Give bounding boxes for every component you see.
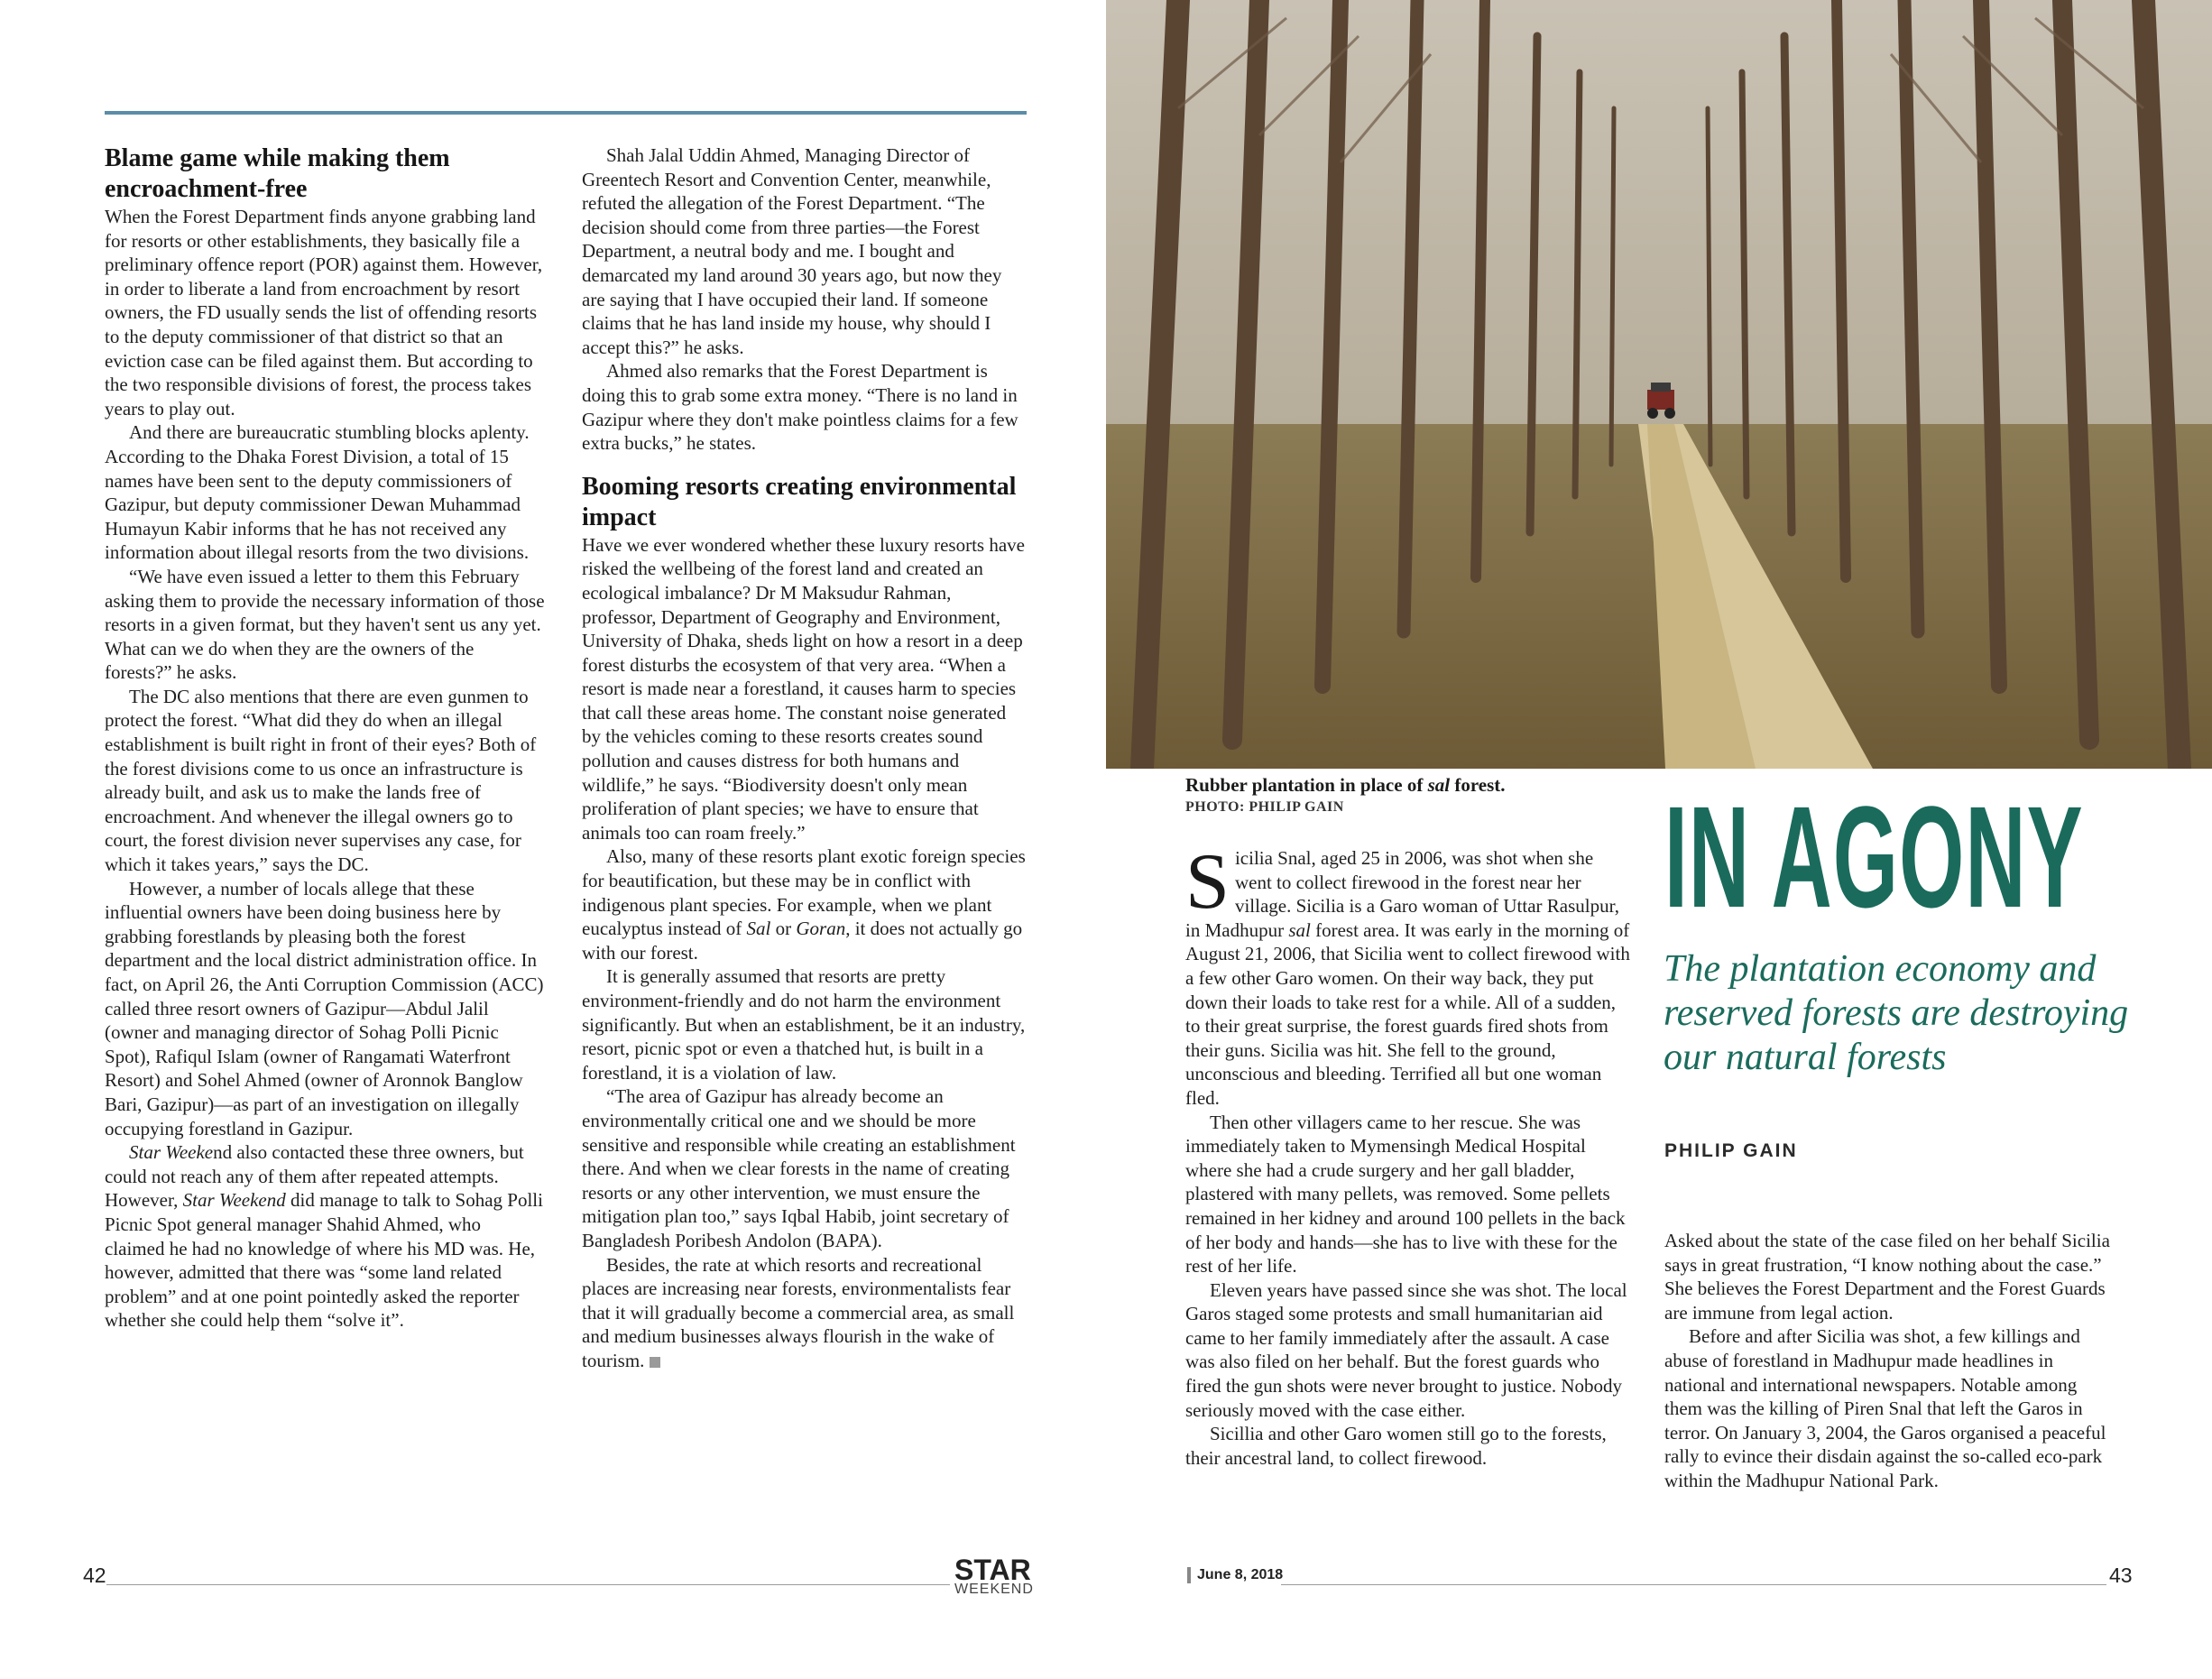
text-run: Also, many of these resorts plant exotic foreign species for beautification, but these may be in conflict with indigenous plant species. For example, when we plant eucalyptus instead of — [582, 845, 1026, 940]
rubber-plantation-photo — [1106, 0, 2212, 769]
footer-rule-left — [106, 1584, 950, 1585]
text-run: , it does not actually go with our forest. — [582, 918, 1023, 964]
text-run: icilia Snal, aged 25 in 2006, was shot when she went to collect firewood in the forest near her village. Sicilia is a Garo woman of Uttar Rasulpur, in Madhupur — [1185, 847, 1620, 941]
italic-text: Goran — [796, 918, 846, 940]
paragraph — [105, 1140, 545, 1333]
paragraph: It is generally assumed that resorts are pretty environment-friendly and do not harm the environment significantly. But when an establishment, be it an industry, resort, picnic spot or even a thatched hut, is built in a forestland, it is a violation of law. — [582, 965, 1026, 1084]
section-heading-booming-resorts: Booming resorts creating environmental impact — [582, 472, 1017, 531]
italic-text: Star Weeke — [129, 1141, 214, 1164]
paragraph: Shah Jalal Uddin Ahmed, Managing Director of Greentech Resort and Convention Center, meanwhile, refuted the allegation of the Forest Department. “The decision should come from three parties—the Forest Department, a neutral body and me. I bought and demarcated my land around 30 years ago, but now they are saying that I have occupied their land. If someone claims that he has land inside my house, why should I accept this?” he asks. — [582, 144, 1002, 358]
text-run: Besides, the rate at which resorts and recreational places are increasing near forests, environmentalists fear that it will gradually become a commercial area, as small and medium businesses always flourish in the wake of tourism. — [582, 1253, 1015, 1371]
text-run: did manage to talk to Sohag Polli Picnic Spot general manager Shahid Ahmed, who claimed he had no knowledge of where his MD was. He, however, admitted that there was “some land related problem” and at one point pointedly asked the reporter whether she could help them “solve it”. — [105, 1189, 543, 1332]
article-column-3 — [1185, 838, 1633, 1470]
article-column-2 — [582, 143, 1027, 1373]
end-mark-icon — [650, 1357, 660, 1368]
paragraph: Before and after Sicilia was shot, a few killings and abuse of forestland in Madhupur made headlines in national and international newspapers. Notable among them was the killing of Piren Snal that left the Garos in terror. On January 3, 2004, the Garos organised a peaceful rally to evince their disdain against the so-called eco-park within the Madhupur National Park. — [1664, 1325, 2106, 1491]
paragraph: Asked about the state of the case filed on her behalf Sicilia says in great frustration, “I know nothing about the case.” She believes the Forest Department and the Forest Guards are immune from legal action. — [1664, 1230, 2110, 1324]
author-byline: PHILIP GAIN — [1664, 1140, 1798, 1161]
paragraph: “The area of Gazipur has already become an environmentally critical one and we should be more sensitive and responsible while creating an establishment there. And when we clear forests in the name of creating resorts or any other intervention, we must ensure the mitigation plan too,” says Iqbal Habib, joint secretary of Bangladesh Poribesh Andolon (BAPA). — [582, 1085, 1016, 1251]
paragraph: Ahmed also remarks that the Forest Department is doing this to grab some extra money. “There is no land in Gazipur where they don't make pointless claims for a few extra bucks,” he states. — [582, 360, 1018, 455]
text-run: or — [770, 918, 797, 940]
star-weekend-logo — [954, 1554, 1034, 1597]
section-heading-blame-game: Blame game while making them encroachment-free — [105, 144, 450, 203]
footer-rule-right — [1281, 1584, 2106, 1585]
paragraph — [1185, 838, 1633, 1111]
paragraph: However, a number of locals allege that these influential owners have been doing business here by grabbing forestlands by pleasing both the forest department and the local district administration office. In fact, on April 26, the Anti Corruption Commission (ACC) called three resort owners of Gazipur—Abdul Jalil (owner and managing director of Sohag Polli Picnic Spot), Rafiqul Islam (owner of Rangamati Waterfront Resort) and Sohel Ahmed (owner of Aronnok Banglow Bari, Gazipur)—as part of an investigation on illegally occupying forestland in Gazipur. — [105, 877, 544, 1139]
paragraph: Sicillia and other Garo women still go to the forests, their ancestral land, to collect firewood. — [1185, 1423, 1607, 1469]
article-deck: The plantation economy and reserved forests are destroying our natural forests — [1664, 948, 2129, 1078]
paragraph: Then other villagers came to her rescue. She was immediately taken to Mymensingh Medical Hospital where she had a crude surgery and her gall bladder, plastered with many pellets, was removed. Some pellets remained in her kidney and around 100 pellets in the back of her body and hands—she has to live with these for the rest of her life. — [1185, 1111, 1626, 1278]
paragraph: And there are bureaucratic stumbling blocks aplenty. According to the Dhaka Forest Division, a total of 15 names have been sent to the deputy commissioners of Gazipur, but deputy commissioner Dewan Muhammad Humayun Kabir informs that he has not received any information about illegal resorts from the two divisions. — [105, 421, 530, 564]
article-headline: IN AGONY — [1664, 776, 2084, 937]
text-run: Rubber plantation in place of — [1185, 774, 1428, 796]
photo-credit: PHOTO: PHILIP GAIN — [1185, 799, 1344, 815]
paragraph — [582, 1253, 1027, 1373]
italic-text: Sal — [746, 918, 771, 940]
italic-text: sal — [1427, 774, 1451, 796]
text-run: forest area. It was early in the morning of August 21, 2006, that Sicilia went to collect firewood with a few other Garo women. On their way back, they put down their loads to take rest for a while. All of a sudden, to their great surprise, the forest guards fired shots from their guns. Sicilia was hit. She fell to the ground, unconscious and bleeding. Terrified all but one woman fled. — [1185, 918, 1630, 1109]
page-number-right: 43 — [2109, 1564, 2133, 1587]
paragraph: When the Forest Department finds anyone grabbing land for resorts or other establishments, they basically file a preliminary offence report (POR) against them. However, in order to liberate a land from encroachment by resort owners, the FD usually sends the list of offending resorts to the deputy commissioner of that district so that an eviction case can be filed against them. But according to the two responsible divisions of forest, the process takes years to play out. — [105, 206, 543, 420]
article-column-1 — [105, 143, 545, 1333]
text-run: nd also contacted these three owners, but could not reach any of them after repeated attempts. However, — [105, 1141, 524, 1212]
paragraph: Eleven years have passed since she was shot. The local Garos staged some protests and small humanitarian aid came to her family immediately after the assault. A case was also filed on her behalf. But the forest guards who fired the gun shots were never brought to justice. Nobody seriously moved with the case either. — [1185, 1278, 1627, 1421]
paragraph: Have we ever wondered whether these luxury resorts have risked the wellbeing of the forest land and created an ecological imbalance? Dr M Maksudur Rahman, professor, Department of Geography and Environment, University of Dhaka, sheds light on how a resort in a deep forest disturbs the ecosystem of that very area. “When a resort is made near a forestland, it causes harm to species that call these areas home. The constant noise generated by the vehicles coming to these resorts creates sound pollution and causes distress for both humans and wildlife,” he says. “Biodiversity doesn't only mean proliferation of plant species; we have to ensure that animals too can roam freely.” — [582, 533, 1025, 844]
logo-weekend-text: WEEKEND — [954, 1582, 1034, 1597]
photo-caption — [1185, 773, 1506, 797]
paragraph: “We have even issued a letter to them this February asking them to provide the necessary information of those resorts in a given format, but they haven't sent us any yet. What can we do when they are the owners of the forests?” he asks. — [105, 565, 545, 684]
article-column-4 — [1664, 1229, 2110, 1493]
drop-cap: S — [1185, 838, 1230, 926]
page-number-left: 42 — [83, 1564, 106, 1587]
top-accent-rule — [105, 111, 1027, 115]
logo-star-text: STAR — [954, 1554, 1031, 1586]
issue-date: June 8, 2018 — [1187, 1567, 1283, 1583]
paragraph — [582, 844, 1027, 964]
italic-text: sal — [1288, 918, 1311, 941]
text-run: forest. — [1450, 774, 1506, 796]
paragraph: The DC also mentions that there are even gunmen to protect the forest. “What did they do when an illegal establishment is built right in front of their eyes? Both of the forest divisions come to us once an infrastructure is already built, and ask us to make the lands free of encroachment. And whenever the illegal owners go to court, the forest division never supervises any case, for which it takes years,” says the DC. — [105, 685, 537, 876]
italic-text: Star Weekend — [182, 1189, 286, 1212]
